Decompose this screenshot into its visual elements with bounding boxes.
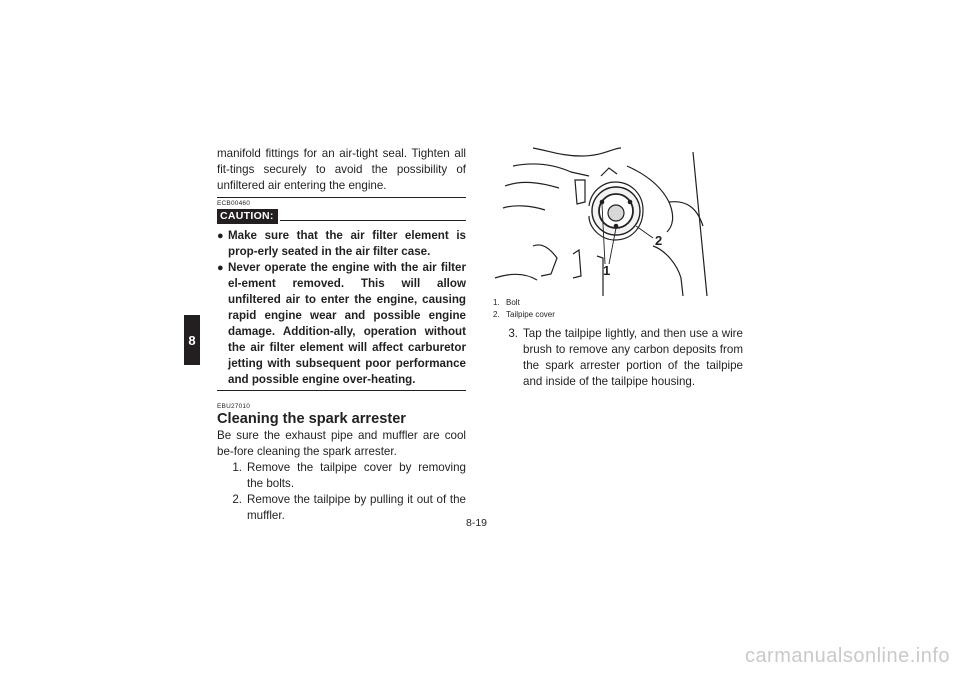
chapter-tab: 8 xyxy=(184,315,200,365)
right-column xyxy=(493,146,743,390)
cover-edge xyxy=(533,245,557,276)
left-column xyxy=(217,146,466,524)
caution-label: CAUTION: xyxy=(217,209,278,224)
caution-bottom-rule xyxy=(217,390,466,391)
caution-top-rule xyxy=(217,197,466,198)
frame-line xyxy=(495,274,537,280)
caution-code: ECB00460 xyxy=(217,200,251,207)
caution-header xyxy=(217,209,466,224)
caption-number: 1. xyxy=(493,298,500,307)
bracket xyxy=(601,168,617,176)
steps-list xyxy=(217,460,466,524)
page-number: 8-19 xyxy=(466,517,488,529)
section-intro: Be sure the exhaust pipe and muffler are cool be-fore cleaning the spark arrester. xyxy=(217,429,466,458)
bolt-icon xyxy=(628,200,633,205)
intro-paragraph: manifold fittings for an air-tight seal. Tighten all fit-tings securely to avoid the possibility of unfiltered air entering the engine. xyxy=(217,147,466,192)
frame-line xyxy=(503,206,545,210)
frame-line xyxy=(505,182,559,188)
bullet-icon: ● xyxy=(217,262,224,274)
caption-text: Bolt xyxy=(506,298,520,307)
caution-header-rule xyxy=(280,220,466,221)
caution-item-text: Never operate the engine with the air filter el-ement removed. This will allow unfiltered air to enter the engine, causing rapid engine wear and possible engine damage. Addition-ally, operation without the air filter element will affect carburetor jetting with subsequent poor performance and possible engine over-heating. xyxy=(228,261,466,386)
bullet-icon: ● xyxy=(217,230,224,242)
step-text: Tap the tailpipe lightly, and then use a wire brush to remove any carbon deposits from the spark arrester portion of the tailpipe and inside of the tailpipe housing. xyxy=(523,327,743,388)
caution-list xyxy=(217,228,466,388)
steps-list xyxy=(493,326,743,390)
bolt-icon xyxy=(600,200,605,205)
step-number: 3. xyxy=(508,327,518,340)
caution-box xyxy=(217,197,466,391)
step-item xyxy=(493,326,743,390)
section-heading: Cleaning the spark arrester xyxy=(217,411,406,427)
step-number: 2. xyxy=(232,493,242,506)
leader-line-cover xyxy=(636,226,653,238)
tire-edge xyxy=(653,246,683,296)
bracket xyxy=(575,180,585,204)
tailpipe-figure xyxy=(493,146,713,296)
caution-item xyxy=(217,260,466,388)
caption-item xyxy=(493,309,743,321)
caution-item xyxy=(217,228,466,260)
caption-number: 2. xyxy=(493,309,500,319)
callout-2: 2 xyxy=(655,233,663,248)
tailpipe-opening xyxy=(608,205,624,221)
frame-line xyxy=(533,148,621,156)
callout-1: 1 xyxy=(603,263,611,278)
frame-line xyxy=(513,164,589,176)
tailpipe-illustration xyxy=(493,146,713,296)
step-text: Remove the tailpipe cover by removing the bolts. xyxy=(247,461,466,490)
section-code: EBU27010 xyxy=(217,403,251,410)
figure-caption xyxy=(493,297,743,320)
caption-text: Tailpipe cover xyxy=(506,309,555,319)
caution-item-text: Make sure that the air filter element is prop-erly seated in the air filter case. xyxy=(228,229,466,258)
caption-item xyxy=(493,297,743,309)
step-number: 1. xyxy=(232,461,242,474)
step-text: Remove the tailpipe by pulling it out of the muffler. xyxy=(247,493,466,522)
frame-line xyxy=(573,250,581,278)
step-item xyxy=(217,460,466,492)
step-item xyxy=(217,492,466,524)
frame-line xyxy=(693,152,707,296)
watermark: carmanualsonline.info xyxy=(744,645,950,667)
bolt-icon xyxy=(614,224,619,229)
